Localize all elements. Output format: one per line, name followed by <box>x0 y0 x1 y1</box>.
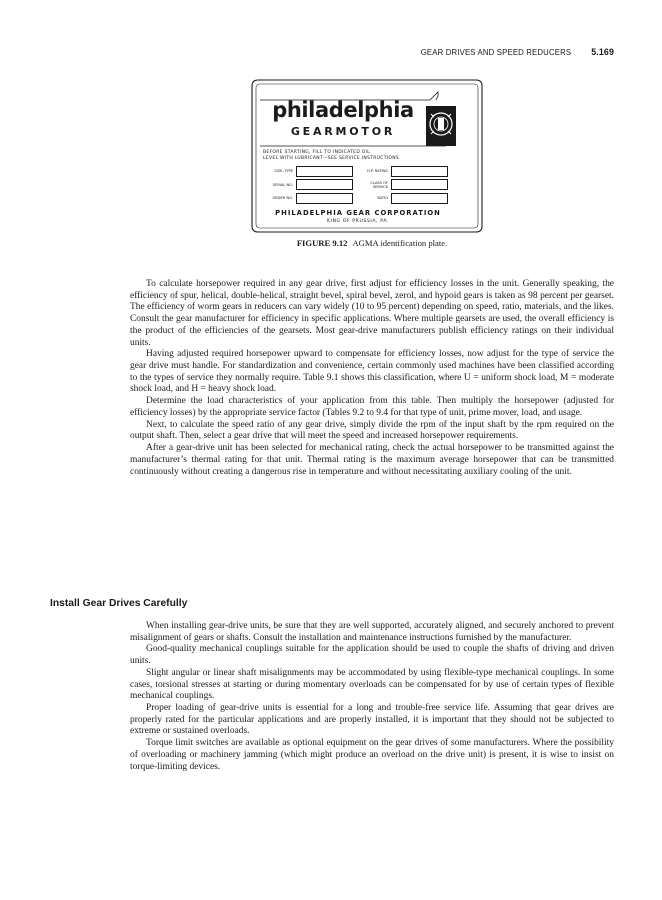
paragraph: Slight angular or linear shaft misalignments may be accommodated by using flexible-type mechanical couplings. In some cases, torsional stresses at starting or during momentary overloads can be compensated for by use of certain types of flexible mechanical couplings. <box>130 667 614 702</box>
figure-caption <box>130 238 614 248</box>
plate-fields <box>263 165 453 206</box>
nameplate-body <box>263 99 451 227</box>
field-label: CLASS OF SERVICE <box>370 180 388 189</box>
paragraph: Next, to calculate the speed ratio of any gear drive, simply divide the rpm of the input shaft by the rpm required on the output shaft. Then, select a gear drive that will meet the speed and increased horsepower requirements. <box>130 419 614 442</box>
field-box <box>296 179 353 190</box>
field-box <box>296 193 353 204</box>
field-class-of-service <box>358 179 453 190</box>
field-row <box>263 192 453 204</box>
field-label: H.P. RATING <box>367 169 388 173</box>
paragraph: To calculate horsepower required in any gear drive, first adjust for efficiency losses in the unit. Generally speaking, the efficiency of spur, helical, double-helical, straight bevel, spiral bevel, zerol, and hypoid gears is taken as 98 percent per gearset. The efficiency of worm gears in reducers can vary widely (10 to 95 percent) depending on speed, ratio, materials, and the likes. Consult the gear manufacturer for efficiency in specific applications. Where multiple gearsets are used, the overall efficiency is the product of the efficiencies of the gearsets. Most gear-drive manufacturers publish efficiency ratings on their individual units. <box>130 279 614 348</box>
field-box <box>296 166 353 177</box>
paragraph: Torque limit switches are available as optional equipment on the gear drives of some manufacturers. Where the possibility of overloading or machinery jamming (which might produce an overload on the drive unit) is present, it is wise to insist on torque-limiting devices. <box>130 738 614 772</box>
figure-caption-label: FIGURE 9.12 <box>296 238 348 248</box>
instructions-line-1: BEFORE STARTING, FILL TO INDICATED OIL <box>263 150 371 155</box>
brand-subtitle: GEARMOTOR <box>290 125 396 138</box>
paragraph: After a gear-drive unit has been selected for mechanical rating, check the actual horsepower to be transmitted against the manufacturer’s thermal rating for that unit. Thermal rating is the maximum average horsepower that can be transmitted continuously without creating a dangerous rise in temperature and without necessitating auxiliary cooling of the unit. <box>130 443 614 477</box>
section-heading: Install Gear Drives Carefully <box>50 598 188 609</box>
brand-name: philadelphia <box>272 98 414 122</box>
field-order-no <box>263 193 358 204</box>
field-label: ORDER NO. <box>272 196 293 200</box>
plate-instructions <box>263 150 453 162</box>
paragraph: Proper loading of gear-drive units is essential for a long and trouble-free service life. Assuming that gear drives are properly rated for the particular applications and are properly installed, it is important that they should not be subjected to extreme or sustained overloads. <box>130 703 614 737</box>
field-serial-no <box>263 179 358 190</box>
field-box <box>391 166 448 177</box>
field-row <box>263 179 453 191</box>
field-label: SERIAL NO. <box>272 182 293 187</box>
body-text-pre <box>130 279 614 478</box>
paragraph: Good-quality mechanical couplings suitable for the application should be used to couple the shafts of driving and driven units. <box>130 644 614 667</box>
field-box <box>391 193 448 204</box>
plate-company: PHILADELPHIA GEAR CORPORATION <box>275 209 441 217</box>
paragraph: Determine the load characteristics of your application from this table. Then multiply the horsepower (adjusted for efficiency losses) by the appropriate service factor (Tables 9.2 to 9.4 for that type of unit, prime mover, load, and usage. <box>130 396 614 418</box>
page-number: 5.169 <box>591 47 614 57</box>
instructions-line-2: LEVEL WITH LUBRICANT—SEE SERVICE INSTRUCTIONS <box>263 156 400 161</box>
plate-location: KING OF PRUSSIA, PA. <box>326 219 390 224</box>
agma-nameplate-figure <box>250 76 484 236</box>
paragraph: When installing gear-drive units, be sure that they are well supported, accurately aligned, and securely anchored to prevent misalignment of gears or shafts. Consult the installation and maintenance instructions furnished by the manufacturer. <box>130 621 614 643</box>
field-size-type <box>263 166 358 177</box>
body-text-post <box>130 621 614 773</box>
running-title: GEAR DRIVES AND SPEED REDUCERS <box>420 48 572 57</box>
running-header <box>130 47 614 57</box>
field-ratio <box>358 193 453 204</box>
paragraph: Having adjusted required horsepower upward to compensate for efficiency losses, now adjust for the type of service the gear drive must handle. For standardization and convenience, certain commonly used machines have been classified according to the types of service they normally require. Table 9.1 shows this classification, where U = uniform shock load, M = moderate shock load, and H = heavy shock load. <box>130 349 614 395</box>
figure-caption-text: AGMA identification plate. <box>352 238 448 248</box>
field-row <box>263 165 453 177</box>
field-box <box>391 179 448 190</box>
field-hp-rating <box>358 166 453 177</box>
field-label: SIZE–TYPE <box>274 169 293 173</box>
field-label: RATIO <box>377 196 388 200</box>
